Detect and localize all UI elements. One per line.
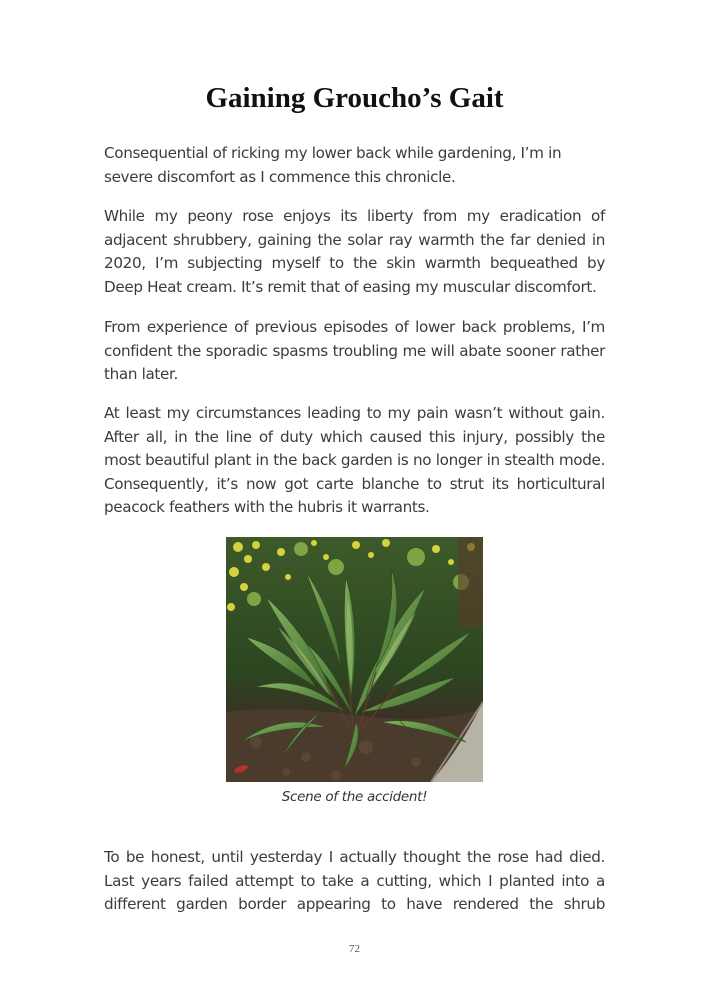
paragraph-4: At least my circumstances leading to my pain wasn’t without gain. After all, in the line of duty which caused this injury, possibly the most beautiful plant in the back garden is no longer in stealth mode. Consequently, it’s now got carte blanche to strut its horticultural peacock feathers with the hubris it warrants. bbox=[104, 404, 605, 516]
photo-caption: Scene of the accident! bbox=[281, 789, 428, 805]
page-number: 72 bbox=[349, 943, 360, 955]
paragraph-5: To be honest, until yesterday I actually thought the rose had died. Last years failed attempt to take a cutting, which I planted into a different garden border appearing to have rendered the shrub bbox=[104, 848, 605, 913]
peony-photo bbox=[226, 537, 483, 782]
peony-photo-image bbox=[226, 537, 483, 782]
page-title: Gaining Groucho’s Gait bbox=[205, 82, 504, 114]
paragraph-2: While my peony rose enjoys its liberty from my eradication of adjacent shrubbery, gaining the solar ray warmth the far denied in 2020, I’m subjecting myself to the skin warmth bequeathed by Deep Heat cream. It’s remit that of easing my muscular discomfort. bbox=[104, 207, 605, 296]
paragraph-1: Consequential of ricking my lower back while gardening, I’m in severe discomfort as I commence this chronicle. bbox=[104, 144, 562, 186]
paragraph-3: From experience of previous episodes of lower back problems, I’m confident the sporadic spasms troubling me will abate sooner rather than later. bbox=[104, 318, 605, 383]
